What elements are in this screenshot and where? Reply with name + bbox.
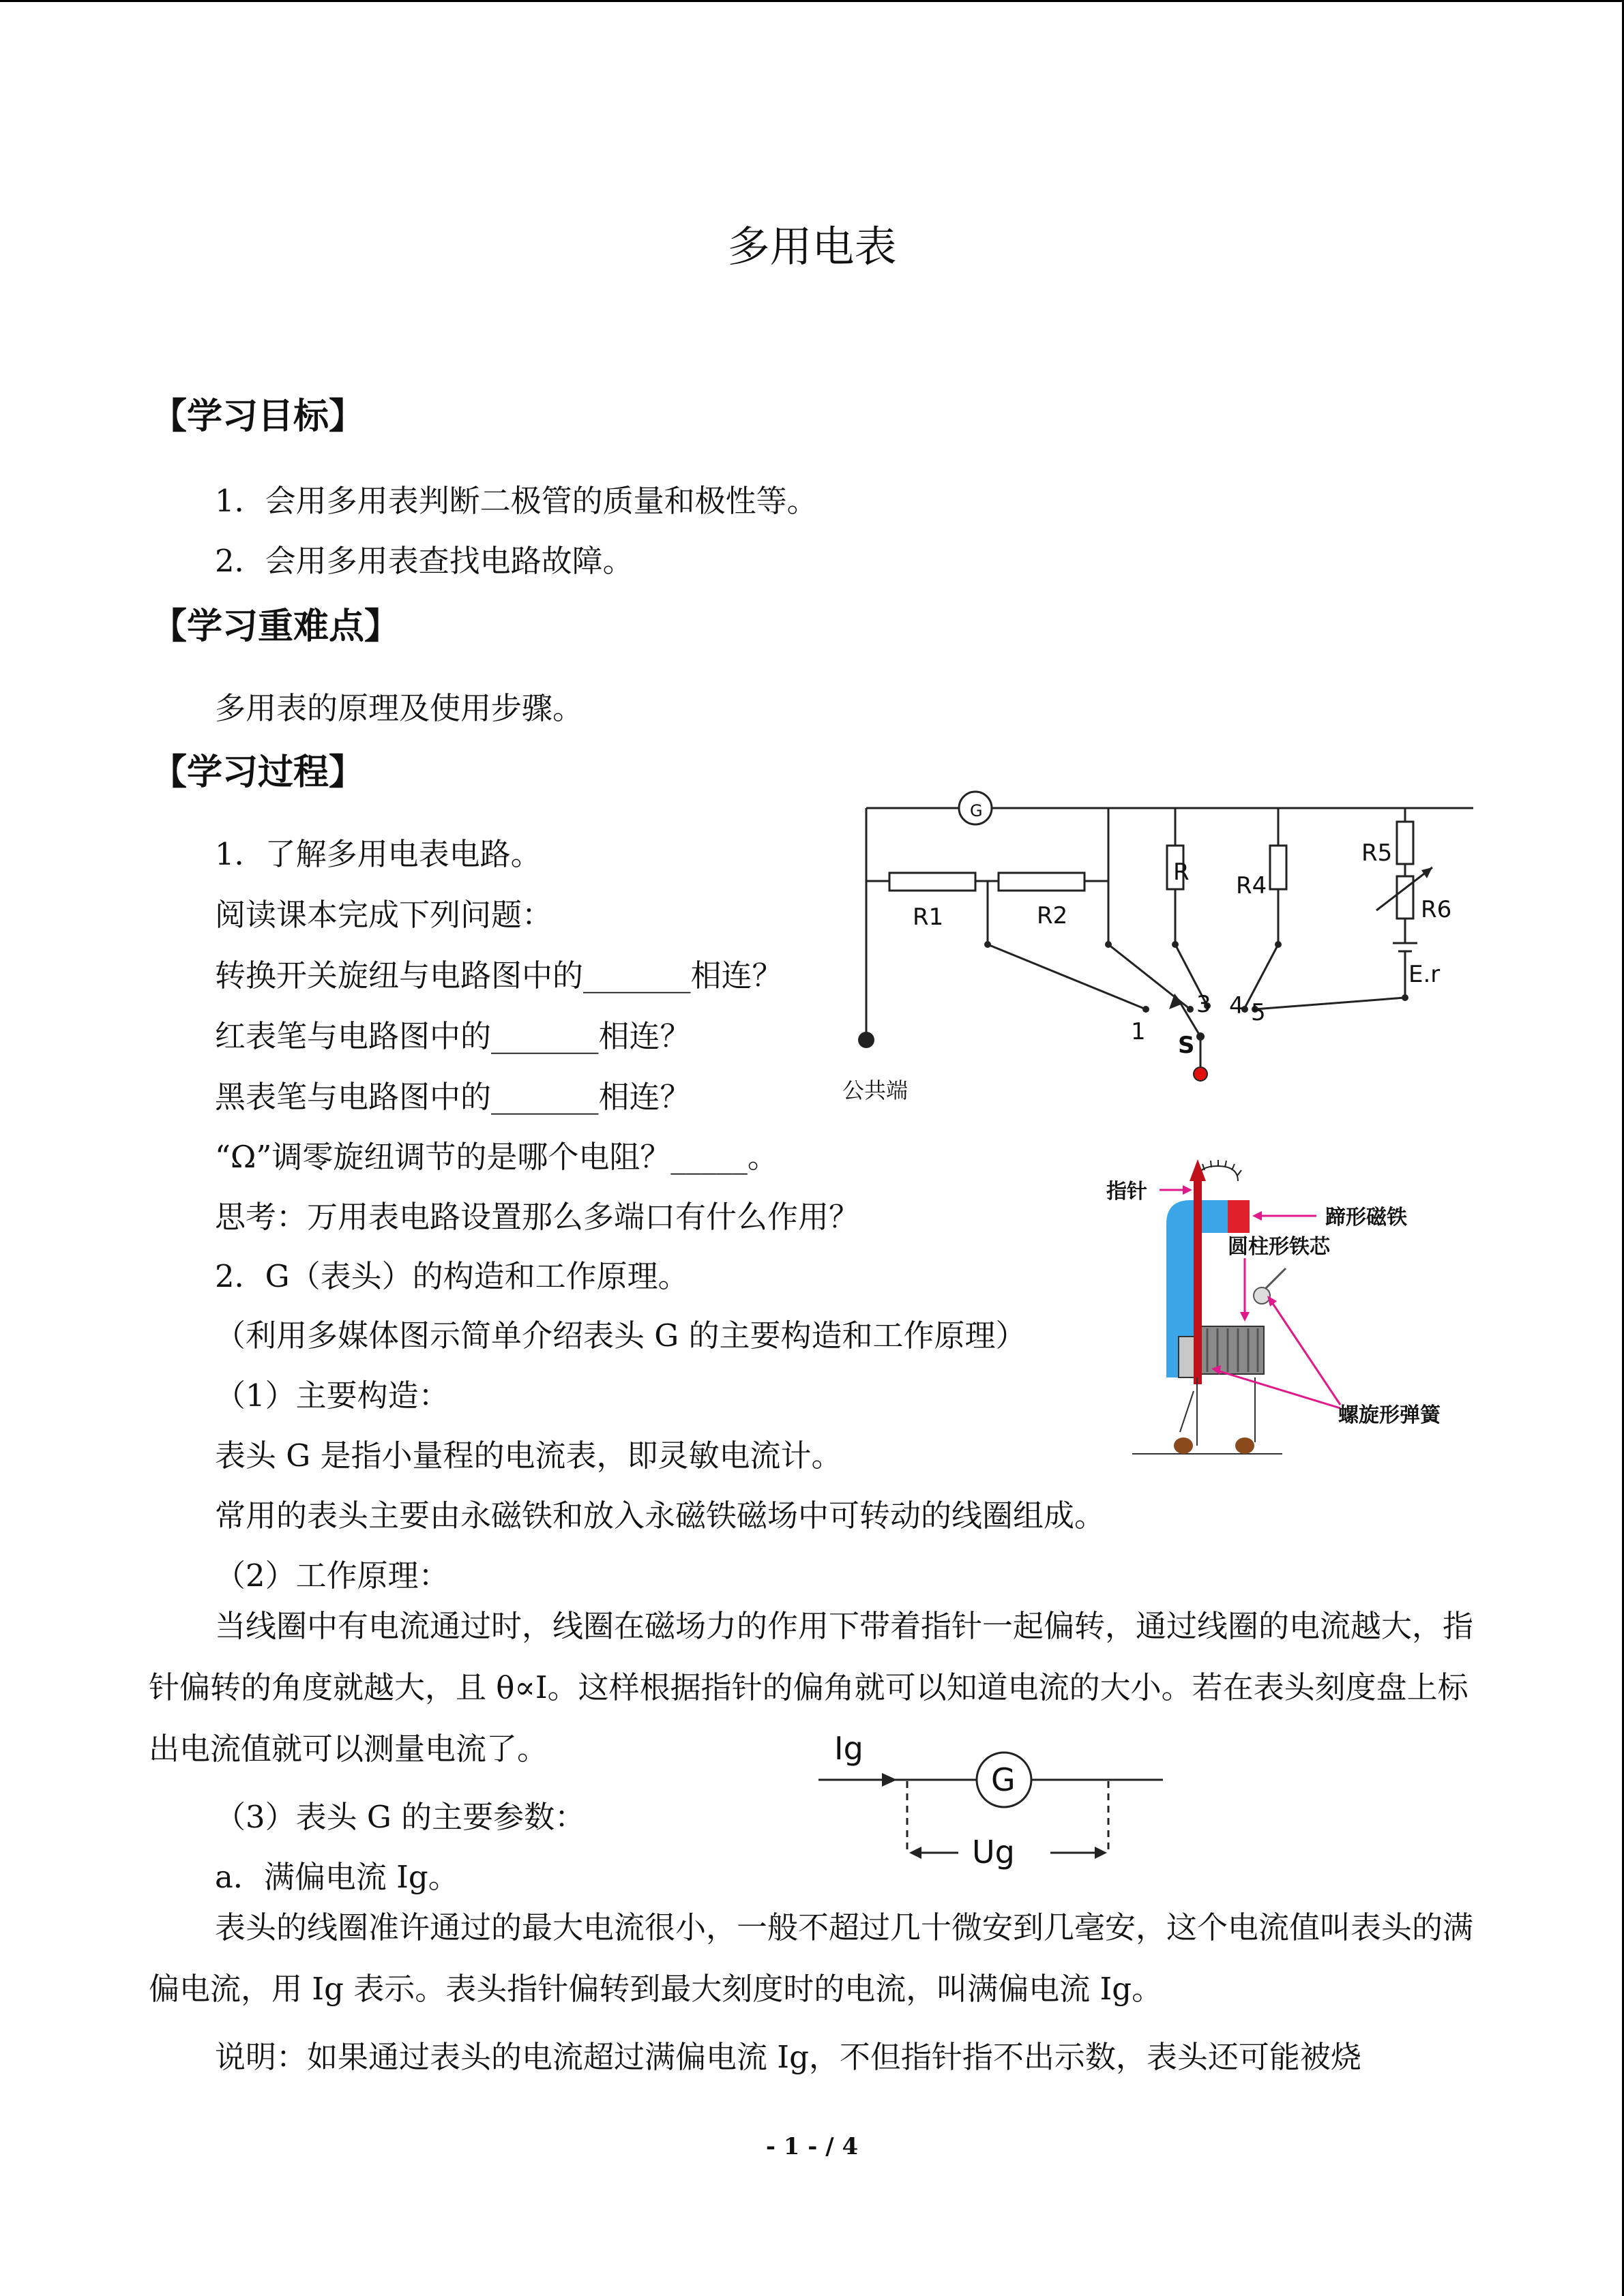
label-r5: R5 (1361, 839, 1393, 867)
text-line: a．满偏电流 Ig。 (215, 1859, 459, 1895)
galvanometer-symbol-diagram (815, 1718, 1170, 1875)
text-line: 表头 G 是指小量程的电流表，即灵敏电流计。 (215, 1437, 842, 1474)
text-line: 1．了解多用电表电路。 (215, 836, 542, 872)
label-r2: R2 (1037, 902, 1068, 929)
text-line: （利用多媒体图示简单介绍表头 G 的主要构造和工作原理） (215, 1317, 1027, 1354)
label-r4: R4 (1236, 872, 1267, 899)
text-line: 常用的表头主要由永磁铁和放入永磁铁磁场中可转动的线圈组成。 (215, 1497, 1106, 1534)
text-line: 阅读课本完成下列问题： (215, 897, 553, 933)
meter-head-illustration (1091, 1146, 1473, 1473)
heading-objectives: 【学习目标】 (151, 396, 365, 437)
label-ug: Ug (972, 1834, 1015, 1870)
label-spiral-spring: 螺旋形弹簧 (1338, 1403, 1441, 1427)
page-title: 多用电表 (727, 222, 897, 271)
objective-item: 1．会用多用表判断二极管的质量和极性等。 (215, 483, 818, 519)
question-zero-knob: “Ω”调零旋纽调节的是哪个电阻？_____。 (215, 1139, 778, 1175)
multimeter-circuit-diagram (818, 784, 1501, 1105)
question-switch: 转换开关旋纽与电路图中的_______相连？ (215, 957, 783, 994)
paragraph-principle: 当线圈中有电流通过时，线圈在磁场力的作用下带着指针一起偏转，通过线圈的电流越大，指针偏转的角度就越大，且 θ∝I。这样根据指针的偏角就可以知道电流的大小。若在表头刻度盘上标出电流值就可以测量电流了。 (149, 1608, 1474, 1767)
label-r1: R1 (913, 904, 944, 931)
label-pointer: 指针 (1106, 1180, 1147, 1204)
label-ig: Ig (834, 1730, 863, 1767)
paragraph-full-scale: 表头的线圈准许通过的最大电流很小，一般不超过几十微安到几毫安，这个电流值叫表头的满偏电流，用 Ig 表示。表头指针偏转到最大刻度时的电流，叫满偏电流 Ig。 (149, 1909, 1474, 2007)
label-g: G (991, 1761, 1016, 1798)
label-contact-5: 5 (1251, 999, 1266, 1026)
objective-item: 2．会用多用表查找电路故障。 (215, 543, 634, 579)
text-line: （1）主要构造： (215, 1377, 449, 1414)
label-contact-4: 4 (1229, 992, 1244, 1019)
label-common-terminal: 公共端 (842, 1077, 909, 1103)
page-border-top (0, 0, 1624, 2)
label-er: E.r (1408, 961, 1441, 988)
label-cylindrical-core: 圆柱形铁芯 (1228, 1235, 1330, 1259)
heading-key-points: 【学习重难点】 (151, 606, 400, 647)
label-switch-s: S (1178, 1032, 1195, 1059)
label-r6: R6 (1421, 896, 1452, 923)
text-line: 2．G（表头）的构造和工作原理。 (215, 1258, 689, 1294)
text-line: 说明：如果通过表头的电流超过满偏电流 Ig，不但指针指不出示数，表头还可能被烧 (215, 2039, 1361, 2075)
page-number: - 1 - / 4 (765, 2133, 859, 2160)
label-contact-1: 1 (1131, 1018, 1146, 1045)
heading-process: 【学习过程】 (151, 752, 365, 793)
text-line: 思考：万用表电路设置那么多端口有什么作用？ (215, 1199, 860, 1235)
label-contact-3: 3 (1196, 991, 1211, 1018)
label-horseshoe-magnet: 蹄形磁铁 (1325, 1206, 1407, 1229)
question-red-probe: 红表笔与电路图中的_______相连？ (215, 1018, 691, 1054)
key-points-text: 多用表的原理及使用步骤。 (215, 690, 584, 726)
text-line: （3）表头 G 的主要参数： (215, 1799, 586, 1835)
label-r: R (1173, 859, 1190, 886)
text-line: （2）工作原理： (215, 1557, 449, 1594)
label-g: G (970, 801, 983, 820)
question-black-probe: 黑表笔与电路图中的_______相连？ (215, 1079, 691, 1115)
